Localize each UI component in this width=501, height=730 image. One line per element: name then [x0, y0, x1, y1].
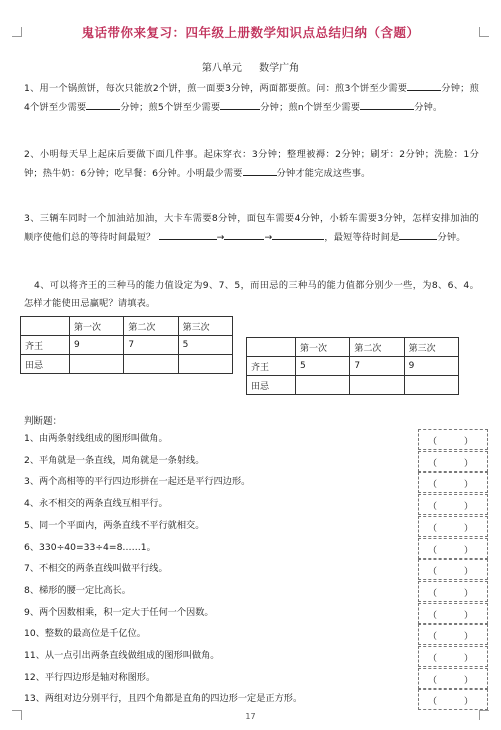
answer-blank[interactable] [159, 228, 217, 240]
answer-blank[interactable] [243, 164, 277, 176]
table-cell[interactable] [70, 355, 124, 374]
table-cell: 田忌 [247, 376, 296, 395]
paren-left: （ [428, 697, 438, 708]
answer-box[interactable] [418, 429, 488, 450]
table-header-cell [21, 317, 70, 336]
answer-blank[interactable] [220, 98, 260, 110]
paren-right: ） [464, 610, 474, 621]
table-cell[interactable] [124, 355, 178, 374]
paren-left: （ [428, 632, 438, 643]
answer-blank[interactable] [360, 98, 414, 110]
table-header-cell: 第二次 [350, 338, 404, 357]
judge-item: 5、同一个平面内，两条直线不平行就相交。 [24, 519, 205, 531]
paren-left: （ [428, 458, 438, 469]
judge-item: 7、不相交的两条直线叫做平行线。 [24, 563, 168, 575]
page-number: 17 [245, 712, 256, 721]
paren-right: ） [464, 545, 474, 556]
table-header-row [21, 317, 233, 336]
table-header-cell: 第三次 [178, 317, 232, 336]
table-row [21, 355, 233, 374]
paren-right: ） [464, 458, 474, 469]
table-cell[interactable] [404, 376, 458, 395]
q1-text-e: 分钟。 [414, 102, 443, 113]
table-cell: 齐王 [247, 357, 296, 376]
q1-text-c: 分钟；煎5个饼至少需要 [120, 102, 221, 113]
judge-item: 6、330÷40=33÷4=8……1。 [24, 541, 156, 553]
paren-left: （ [428, 588, 438, 599]
paren-left: （ [428, 675, 438, 686]
judge-item: 11、从一点引出两条直线做组成的图形叫做角。 [24, 650, 220, 661]
paren-right: ） [464, 523, 474, 534]
answer-box[interactable] [418, 668, 488, 689]
paren-left: （ [428, 437, 438, 447]
table-cell: 5 [296, 357, 350, 376]
paren-right: ） [464, 437, 474, 447]
answer-box[interactable] [418, 559, 488, 580]
answer-blank[interactable] [272, 228, 324, 240]
arrow: → [264, 232, 273, 243]
question-1 [24, 79, 479, 117]
paren-right: ） [464, 480, 474, 491]
table-cell: 田忌 [21, 355, 70, 374]
table-cell: 9 [404, 357, 458, 376]
topic-label: 数学广角 [259, 63, 300, 74]
paren-right: ） [464, 632, 474, 643]
table-1 [20, 316, 233, 374]
q2-text-b: 分钟才能完成这些事。 [276, 168, 371, 179]
paren-left: （ [428, 480, 438, 491]
answer-box[interactable] [418, 646, 488, 667]
q1-text-a: 1、用一个锅煎饼，每次只能放2个饼，煎一面要3分钟，两面都要煎。问：煎3个饼至少需要 [24, 83, 408, 94]
q4-text: 4、可以将齐王的三种马的能力值设定为9、7、5，而田忌的三种马的能力值都分别少一些，为8、6、4。怎样才能使田忌赢呢？请填表。 [24, 280, 479, 309]
answer-blank[interactable] [224, 228, 264, 240]
answer-box[interactable] [418, 472, 488, 493]
q2-text-a: 2、小明每天早上起床后要做下面几件事。起床穿衣：3分钟；整理被褥：2分钟；刷牙：2分钟；洗脸：1分钟；热牛奶：6分钟；吃早餐：6分钟。小明最少需要 [24, 149, 479, 179]
judge-section-title: 判断题： [24, 416, 63, 427]
judge-item: 4、永不相交的两条直线互相平行。 [24, 498, 168, 510]
paren-left: （ [428, 502, 438, 513]
table-row [247, 357, 459, 376]
table-cell: 7 [350, 357, 404, 376]
judge-item: 3、两个高相等的平行四边形拼在一起还是平行四边形。 [24, 476, 251, 488]
answer-box[interactable] [418, 624, 488, 645]
answer-blank[interactable] [399, 228, 437, 240]
table-header-cell: 第一次 [296, 338, 350, 357]
paren-left: （ [428, 654, 438, 664]
answer-box[interactable] [418, 689, 488, 710]
q1-text-d: 分钟；煎n个饼至少需要 [260, 102, 361, 113]
table-2 [246, 337, 459, 395]
table-cell: 齐王 [21, 336, 70, 355]
question-3 [24, 210, 479, 247]
table-row [247, 376, 459, 395]
answer-box[interactable] [418, 581, 488, 602]
question-4 [24, 277, 479, 313]
table-cell[interactable] [178, 355, 232, 374]
paren-left: （ [428, 545, 438, 556]
paren-left: （ [428, 523, 438, 534]
table-row [21, 336, 233, 355]
table-header-cell: 第一次 [70, 317, 124, 336]
paren-left: （ [428, 610, 438, 621]
judge-item: 10、整数的最高位是千亿位。 [24, 628, 146, 640]
paren-right: ） [464, 502, 474, 513]
q3-text-b: ，最短等待时间是 [324, 232, 400, 243]
answer-blank[interactable] [407, 79, 441, 91]
paren-right: ） [464, 697, 474, 708]
judge-item: 1、由两条射线组成的图形叫做角。 [24, 433, 168, 444]
answer-blank[interactable] [86, 98, 120, 110]
question-2 [24, 146, 479, 183]
q1-text-b: 分钟；煎4个饼至少需要 [24, 83, 479, 113]
judge-item: 12、平行四边形是轴对称图形。 [24, 671, 156, 683]
table-header-row [247, 338, 459, 357]
page-title: 鬼话带你来复习：四年级上册数学知识点总结归纳（含题） [81, 25, 420, 40]
judge-item: 8、梯形的腰一定比高长。 [24, 584, 131, 596]
table-cell: 9 [70, 336, 124, 355]
table-cell: 5 [178, 336, 232, 355]
table-header-cell: 第三次 [404, 338, 458, 357]
section-heading [0, 59, 501, 74]
paren-right: ） [464, 588, 474, 599]
q3-text-a: 3、三辆车同时一个加油站加油，大卡车需要8分钟，面包车需要4分钟，小轿车需要3分钟，怎样安排加油的顺序使他们总的等待时间最短？ [24, 213, 479, 243]
table-cell: 7 [124, 336, 178, 355]
table-cell[interactable] [350, 376, 404, 395]
answer-box[interactable] [418, 451, 488, 472]
q3-text-c: 分钟。 [437, 232, 466, 243]
table-cell[interactable] [296, 376, 350, 395]
unit-label: 第八单元 [201, 63, 242, 74]
paren-right: ） [464, 675, 474, 686]
paren-right: ） [464, 654, 474, 664]
judge-item: 9、两个因数相乘，积一定大于任何一个因数。 [24, 606, 214, 618]
table-header-cell: 第二次 [124, 317, 178, 336]
paren-right: ） [464, 567, 474, 578]
arrow: → [216, 232, 225, 243]
answer-box[interactable] [418, 494, 488, 515]
answer-box[interactable] [418, 516, 488, 537]
paren-left: （ [428, 567, 438, 578]
judge-item: 2、平角就是一条直线，周角就是一条射线。 [24, 454, 205, 466]
judge-item: 13、两组对边分别平行，且四个角都是直角的四边形一定是正方形。 [24, 693, 303, 705]
answer-box[interactable] [418, 538, 488, 559]
answer-box[interactable] [418, 603, 488, 624]
table-header-cell [247, 338, 296, 357]
